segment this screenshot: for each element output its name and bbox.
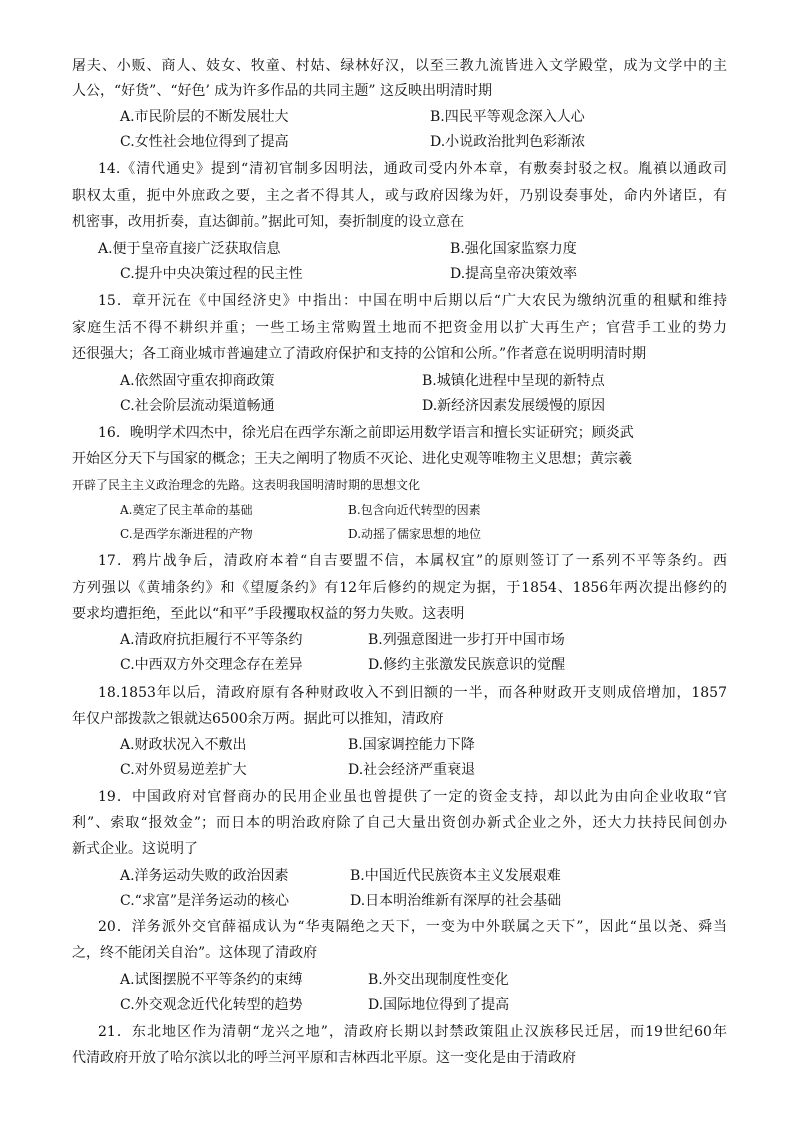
option-b: B.城镇化进程中呈现的新特点 (422, 373, 605, 389)
option-b: B.中国近代民族资本主义发展艰难 (350, 868, 561, 884)
option-d: D.动摇了儒家思想的地位 (348, 527, 482, 541)
option-a: A.洋务运动失败的政治因素 (120, 868, 289, 884)
question-15: 15．章开沅在《中国经济史》中指出：中国在明中后期以后“广大农民为缴纳沉重的租赋和维持 (98, 293, 727, 309)
option-c: C.对外贸易逆差扩大 (120, 762, 247, 778)
text-line: 新式企业。这说明了 (72, 841, 198, 857)
text-line: 利”、索取“报效金”；而日本的明治政府除了自己大量出资创办新式企业之外，还大力扶持民间创办 (72, 815, 727, 831)
option-c: C.是西学东渐进程的产物 (120, 527, 253, 541)
option-d: D.日本明治维新有深厚的社会基础 (350, 893, 562, 909)
option-b: B.包含向近代转型的因素 (348, 503, 481, 517)
option-d: D.国际地位得到了提高 (368, 997, 510, 1013)
option-a: A.市民阶层的不断发展壮大 (120, 109, 289, 125)
text-line: 开辟了民主主义政治理念的先路。这表明我国明清时期的思想文化 (72, 478, 421, 492)
option-b: B.四民平等观念深入人心 (430, 109, 585, 125)
option-d: D.小说政治批判色彩渐浓 (430, 134, 586, 150)
option-c: C.中西双方外交理念存在差异 (120, 657, 303, 673)
question-17: 17．鸦片战争后，清政府本着“自吉要盟不信，本属权宜”的原则签订了一系列不平等条约。西 (98, 553, 727, 569)
text-line: 方列强以《黄埔条约》和《望厦条约》有12年后修约的规定为据，于1854、1856年两次提出修约的 (72, 580, 727, 596)
question-14: 14.《清代通史》提到“清初官制多因明法，通政司受内外本章，有敷奏封驳之权。胤禛以通政司 (98, 161, 727, 177)
option-b: B.国家调控能力下降 (348, 737, 475, 753)
text-line: 开始区分天下与国家的概念；王夫之阐明了物质不灭论、进化史观等唯物主义思想；黄宗羲 (72, 451, 632, 467)
question-19: 19．中国政府对官督商办的民用企业虽也曾提供了一定的资金支持，却以此为由向企业收取“官 (98, 789, 727, 805)
option-d: D.提高皇帝决策效率 (450, 266, 578, 282)
question-16: 16．晚明学术四杰中，徐光启在西学东渐之前即运用数学语言和擅长实证研究；顾炎武 (98, 425, 634, 441)
question-21: 21．东北地区作为清朝“龙兴之地”，清政府长期以封禁政策阻止汉族移民迁居，而19世纪60年 (98, 1024, 727, 1040)
option-d: D.修约主张激发民族意识的觉醒 (368, 657, 566, 673)
option-c: C.社会阶层流动渠道畅通 (120, 398, 275, 414)
option-a: A.试图摆脱不平等条约的束缚 (120, 972, 303, 988)
text-line: 机密事，改用折奏，直达御前。”据此可知，奏折制度的设立意在 (72, 214, 465, 230)
option-d: D.新经济因素发展缓慢的原因 (422, 398, 606, 414)
option-b: B.列强意图进一步打开中国市场 (368, 632, 565, 648)
option-b: B.外交出现制度性变化 (368, 972, 509, 988)
option-a: A.奠定了民主革命的基础 (120, 503, 253, 517)
option-a: A.便于皇帝直接广泛获取信息 (98, 241, 281, 257)
question-18: 18.1853年以后，清政府原有各种财政收入不到旧额的一半，而各种财政开支则成倍增加，1857 (98, 685, 727, 701)
text-line: 人公，“好货”、“好色’ 成为许多作品的共同主题” 这反映出明清时期 (72, 83, 492, 99)
option-c: C.女性社会地位得到了提高 (120, 134, 289, 150)
option-c: C.“求富”是洋务运动的核心 (120, 893, 289, 909)
option-c: C.提升中央决策过程的民主性 (120, 266, 303, 282)
option-a: A.财政状况入不敷出 (120, 737, 247, 753)
option-b: B.强化国家监察力度 (450, 241, 577, 257)
text-line: 之，终不能闭关自治”。这体现了清政府 (72, 945, 318, 961)
option-d: D.社会经济严重衰退 (348, 762, 476, 778)
text-line: 还很强大；各工商业城市普遍建立了清政府保护和支持的公馆和公所。”作者意在说明明清时期 (72, 346, 647, 362)
option-a: A.依然固守重农抑商政策 (120, 373, 275, 389)
text-line: 家庭生活不得不耕织并重；一些工场主常购置土地而不把资金用以扩大再生产；官营手工业的势力 (72, 320, 727, 336)
text-line: 职权太重，扼中外庶政之要，主之者不得其人，或与政府因缘为奸，乃别设奏事处，命内外诸臣，有 (72, 188, 727, 204)
option-c: C.外交观念近代化转型的趋势 (120, 997, 303, 1013)
text-line: 代清政府开放了哈尔滨以北的呼兰河平原和吉林西北平原。这一变化是由于清政府 (72, 1050, 576, 1066)
question-20: 20．洋务派外交官薛福成认为“华夷隔绝之天下，一变为中外联属之天下”，因此“虽以尧、舜当 (98, 919, 727, 935)
text-line: 屠夫、小贩、商人、妓女、牧童、村姑、绿林好汉，以至三教九流皆进入文学殿堂，成为文学中的主 (72, 58, 727, 74)
option-a: A.清政府抗拒履行不平等条约 (120, 632, 303, 648)
text-line: 年仅户部拨款之银就达6500余万两。据此可以推知，清政府 (72, 711, 444, 727)
text-line: 要求均遭拒绝，至此以“和平”手段攫取权益的努力失败。这表明 (72, 606, 465, 622)
